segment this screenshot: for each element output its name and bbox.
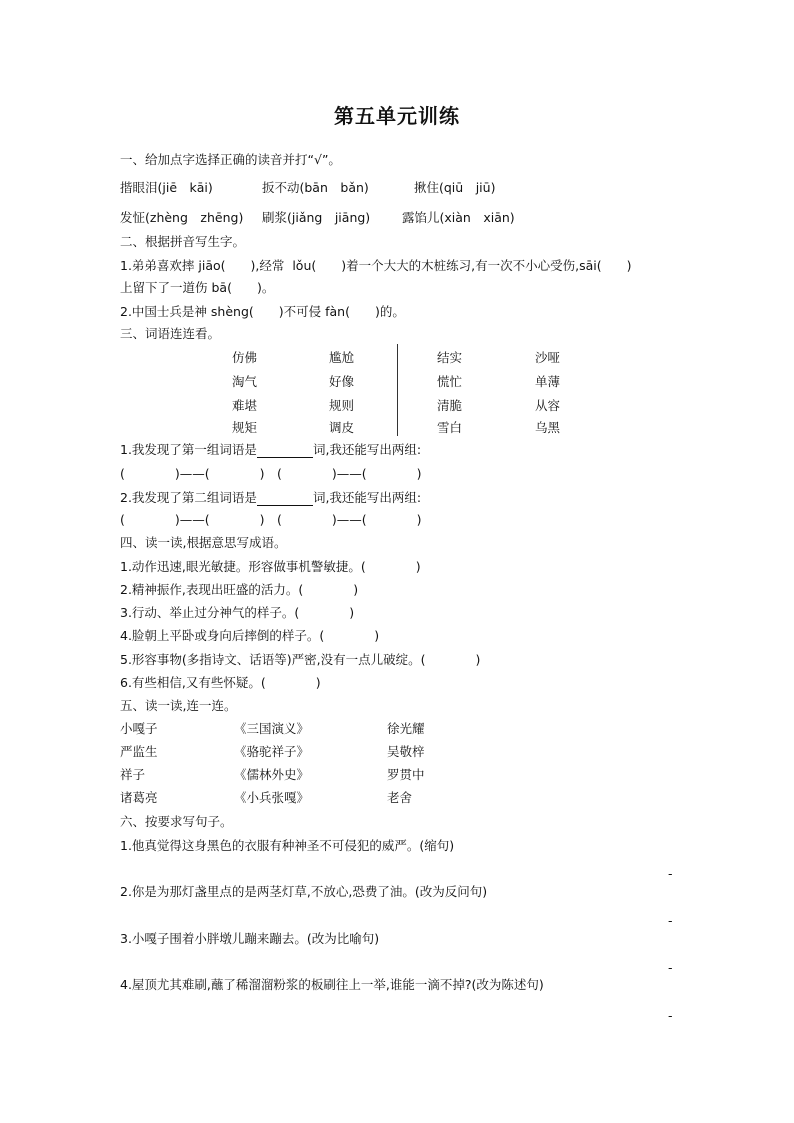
word-item: 雪白 (437, 420, 463, 435)
idiom-question: 3.行动、举止过分神气的样子。( ) (120, 605, 355, 620)
question-line (120, 442, 421, 458)
section-2-heading: 二、根据拼音写生字。 (120, 234, 246, 249)
section-4-heading: 四、读一读,根据意思写成语。 (120, 535, 287, 550)
answer-line-end: - (668, 913, 673, 928)
book-title: 《三国演义》 (234, 721, 310, 736)
section-5-heading: 五、读一读,连一连。 (120, 698, 237, 713)
pinyin-choice: 刷浆(jiǎng jiāng) (262, 210, 371, 225)
author-name: 吴敬梓 (387, 744, 425, 759)
question-line: 上留下了一道伤 bā( )。 (120, 280, 275, 295)
word-item: 清脆 (437, 398, 463, 413)
section-1-heading: 一、给加点字选择正确的读音并打“√”。 (120, 152, 341, 167)
pinyin-choice: 揩眼泪(jiē kāi) (120, 180, 213, 195)
word-item: 沙哑 (535, 350, 561, 365)
idiom-question: 1.动作迅速,眼光敏捷。形容做事机警敏捷。( ) (120, 559, 421, 574)
question-text: 1.我发现了第一组词语是 (120, 442, 257, 457)
answer-blanks[interactable]: ( )——( ) ( )——( ) (120, 512, 422, 527)
pinyin-choice: 发怔(zhèng zhēng) (120, 210, 244, 225)
character-name: 小嘎子 (120, 721, 158, 736)
section-6-heading: 六、按要求写句子。 (120, 814, 233, 829)
answer-line-end: - (668, 866, 673, 881)
word-item: 尴尬 (329, 350, 355, 365)
question-text: 2.我发现了第二组词语是 (120, 490, 257, 505)
answer-line-end: - (668, 1008, 673, 1023)
pinyin-choice: 扳不动(bān bǎn) (262, 180, 369, 195)
word-item: 单薄 (535, 374, 561, 389)
character-name: 诸葛亮 (120, 790, 158, 805)
pinyin-choice: 揪住(qiū jiū) (414, 180, 496, 195)
answer-underline[interactable] (257, 492, 313, 506)
answer-underline[interactable] (257, 444, 313, 458)
answer-line-end: - (668, 960, 673, 975)
section-3-heading: 三、词语连连看。 (120, 326, 221, 341)
question-text: 词,我还能写出两组: (312, 442, 422, 457)
idiom-question: 6.有些相信,又有些怀疑。( ) (120, 675, 321, 690)
word-item: 乌黑 (535, 420, 561, 435)
sentence-question: 4.屋顶尤其难刷,蘸了稀溜溜粉浆的板刷往上一举,谁能一滴不掉?(改为陈述句) (120, 977, 544, 992)
column-divider (397, 344, 398, 436)
question-line: 1.弟弟喜欢摔 jiāo( ),经常 lǒu( )着一个大大的木桩练习,有一次不小心受伤,sāi( ) (120, 258, 632, 273)
word-item: 规则 (329, 398, 355, 413)
author-name: 老舍 (387, 790, 413, 805)
idiom-question: 4.脸朝上平卧或身向后摔倒的样子。( ) (120, 628, 380, 643)
word-item: 结实 (437, 350, 463, 365)
word-item: 从容 (535, 398, 561, 413)
question-line: 2.中国士兵是神 shèng( )不可侵 fàn( )的。 (120, 304, 405, 319)
author-name: 罗贯中 (387, 767, 425, 782)
sentence-question: 2.你是为那灯盏里点的是两茎灯草,不放心,恐费了油。(改为反问句) (120, 884, 488, 899)
pinyin-choice: 露馅儿(xiàn xiān) (402, 210, 515, 225)
word-item: 规矩 (232, 420, 258, 435)
word-item: 难堪 (232, 398, 258, 413)
book-title: 《儒林外史》 (234, 767, 310, 782)
page-title: 第五单元训练 (334, 104, 460, 128)
idiom-question: 2.精神振作,表现出旺盛的活力。( ) (120, 582, 359, 597)
answer-blanks[interactable]: ( )——( ) ( )——( ) (120, 466, 422, 481)
sentence-question: 1.他真觉得这身黑色的衣服有种神圣不可侵犯的威严。(缩句) (120, 838, 455, 853)
author-name: 徐光耀 (387, 721, 425, 736)
word-item: 淘气 (232, 374, 258, 389)
book-title: 《骆驼祥子》 (234, 744, 310, 759)
sentence-question: 3.小嘎子围着小胖墩儿蹦来蹦去。(改为比喻句) (120, 931, 380, 946)
question-text: 词,我还能写出两组: (312, 490, 422, 505)
word-item: 慌忙 (437, 374, 463, 389)
word-item: 调皮 (329, 420, 355, 435)
word-item: 好像 (329, 374, 355, 389)
book-title: 《小兵张嘎》 (234, 790, 310, 805)
character-name: 严监生 (120, 744, 158, 759)
character-name: 祥子 (120, 767, 146, 782)
idiom-question: 5.形容事物(多指诗文、话语等)严密,没有一点儿破绽。( ) (120, 652, 481, 667)
word-item: 仿佛 (232, 350, 258, 365)
question-line (120, 490, 421, 506)
